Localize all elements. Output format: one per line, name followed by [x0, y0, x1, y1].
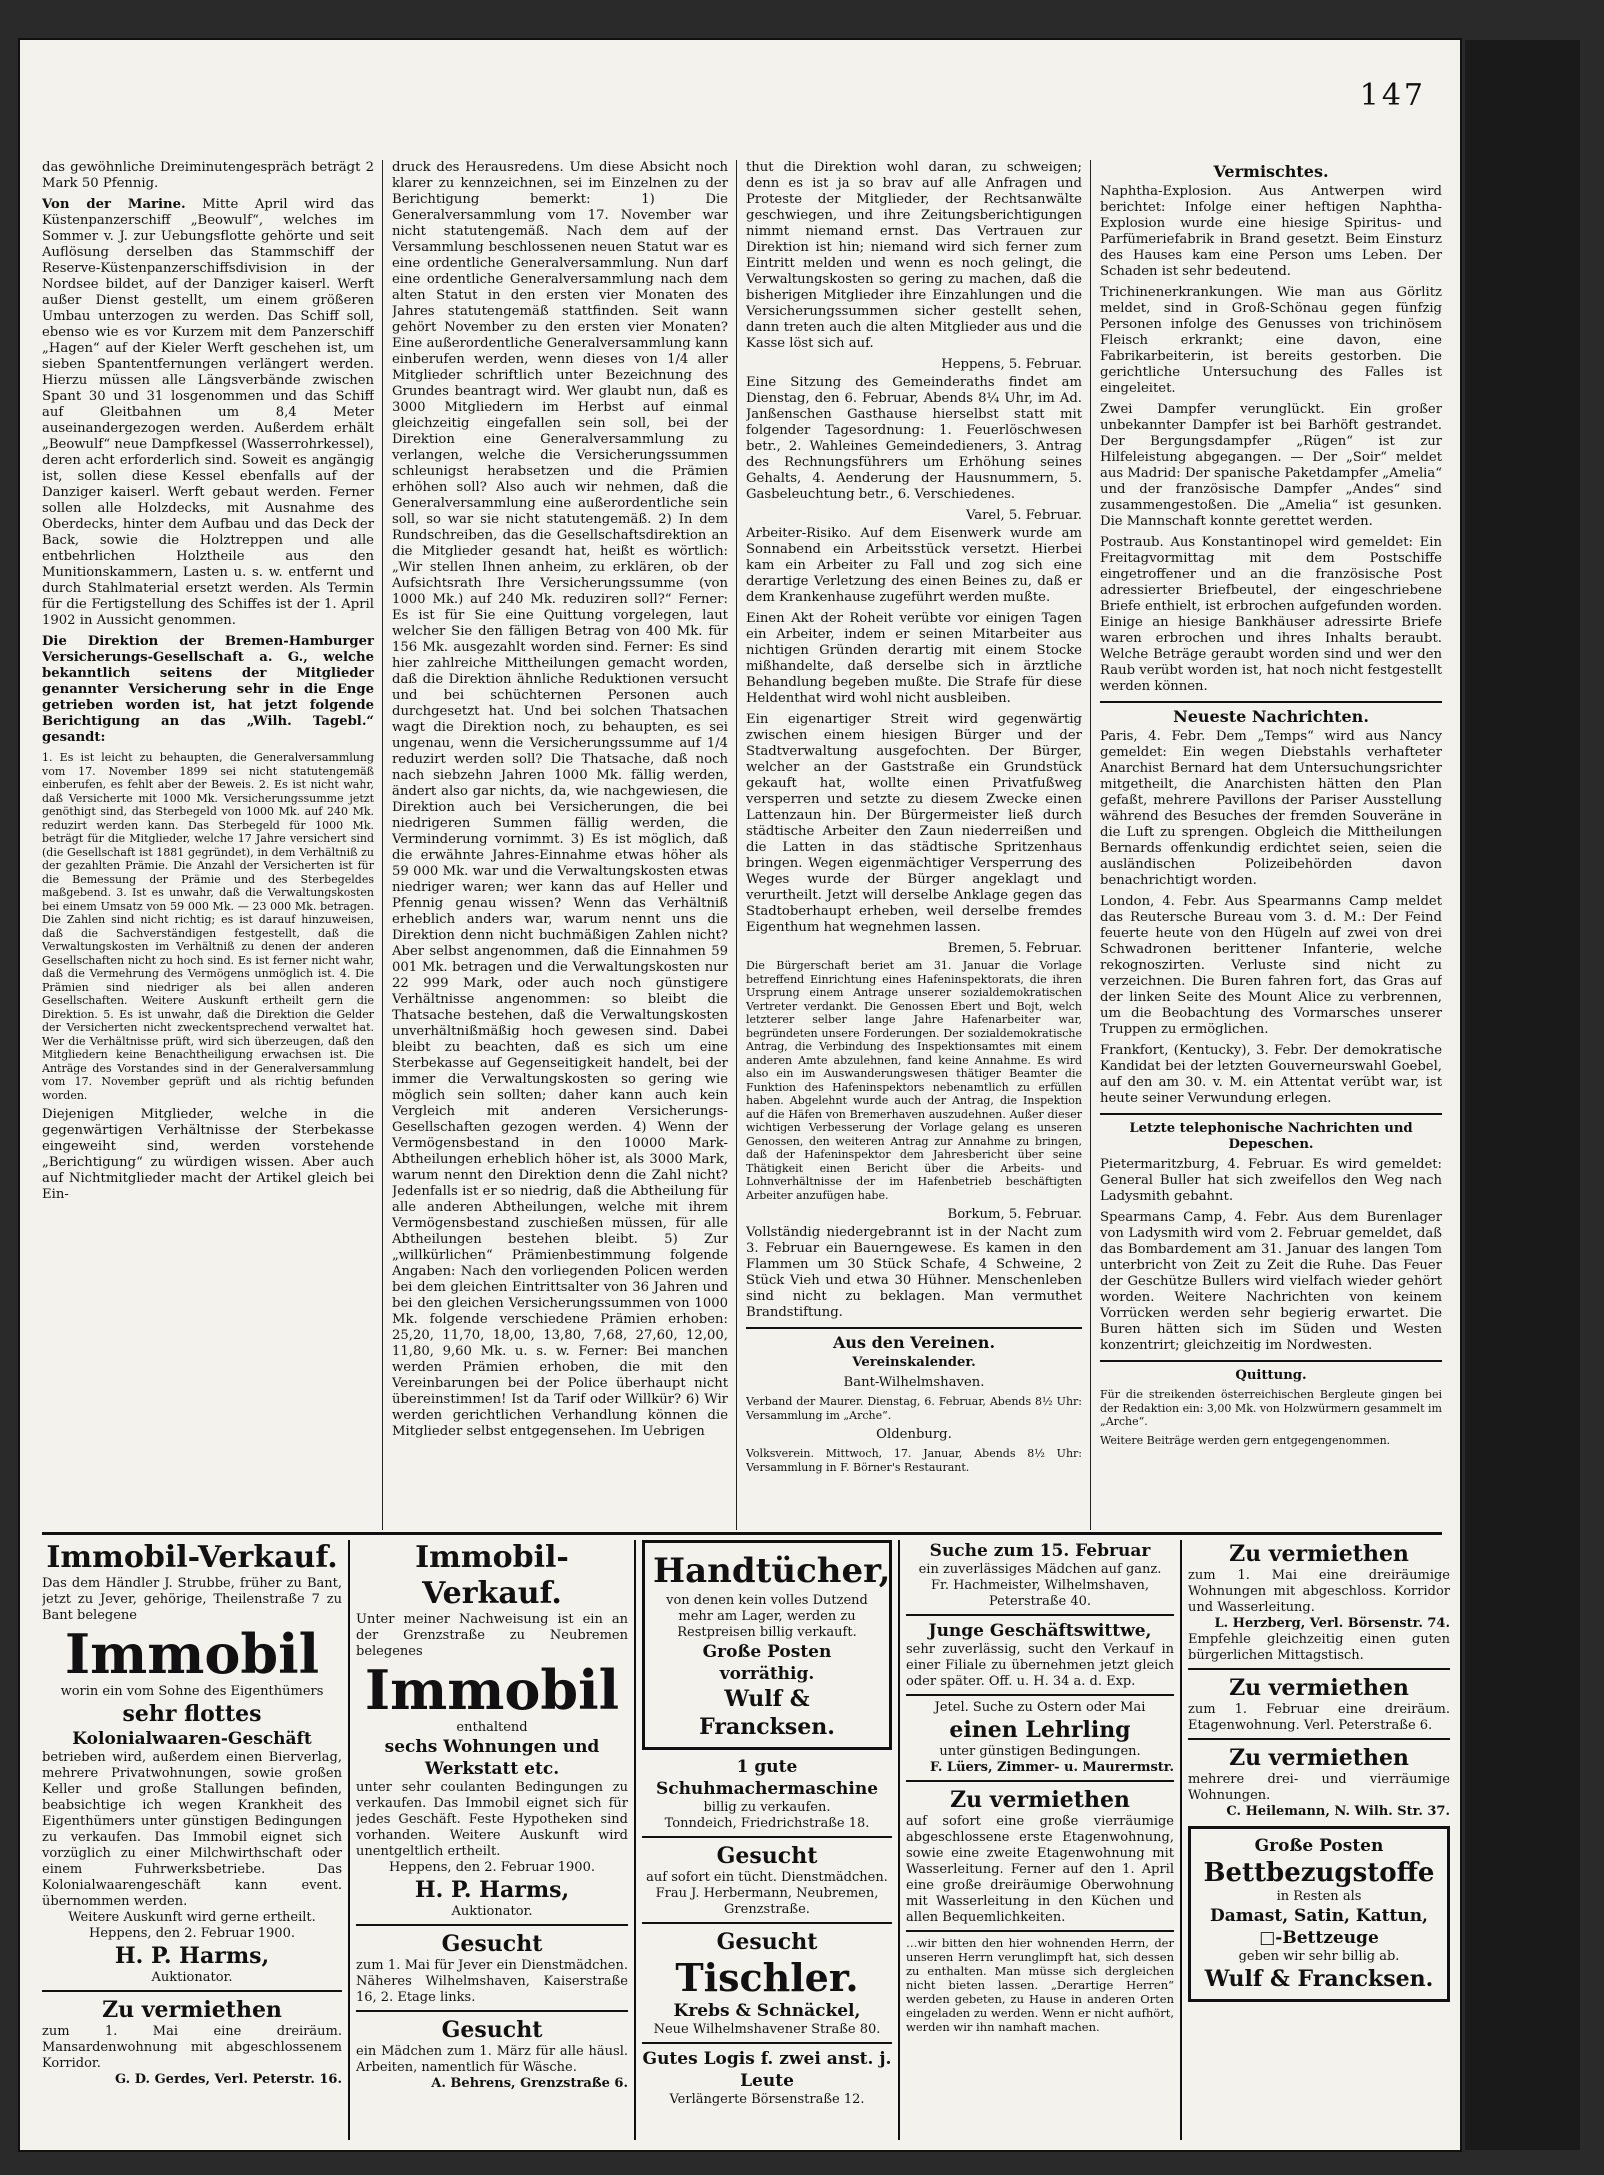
ad-text: von denen kein volles Dutzend mehr am Lager, werden zu Restpreisen billig verkauft. — [666, 1593, 868, 1640]
ad-rule — [642, 2042, 892, 2044]
ad-text: worin ein vom Sohne des Eigenthümers — [60, 1684, 324, 1699]
ad-divider — [348, 1540, 350, 2140]
ad-firm: Krebs & Schnäckel, — [673, 2001, 861, 2021]
section-rule — [1100, 701, 1442, 703]
subheading: Vereinskalender. — [852, 1355, 976, 1370]
ad-headline: Zu vermiethen — [1229, 1675, 1409, 1701]
ad-text: geben wir sehr billig ab. — [1238, 1949, 1400, 1964]
ad-headline: Suche zum 15. Februar — [929, 1541, 1151, 1561]
ad-signature: H. P. Harms, — [414, 1877, 570, 1903]
ad-signature: G. D. Gerdes, Verl. Peterstr. 16. — [115, 2072, 342, 2087]
ad-rule — [906, 1614, 1174, 1616]
ad-signature: A. Behrens, Grenzstraße 6. — [431, 2076, 628, 2091]
ad-text: in Resten als — [1276, 1889, 1362, 1904]
ad-text: ein Mädchen zum 1. März für alle häusl. Arbeiten, namentlich für Wäsche. — [356, 2044, 628, 2075]
place-label: Bant-Wilhelmshaven. — [843, 1375, 985, 1390]
ad-subheadline: □-Bettzeuge — [1259, 1928, 1379, 1948]
paragraph: Postraub. Aus Konstantinopel wird gemeldet: Ein Freitagvormittag mit dem Postschiffe eingetroffener und an die französische Post adressierter Briefbeutel, der eingeschriebene Briefe enthielt, ist erbrochen aufgefunden worden. Einige an hiesige Bankhäuser adressirte Briefe waren erbrochen und ihres Inhalts beraubt. Welche Beträge geraubt worden sind und wer den Raub verübt worden ist, hat noch nicht festgestellt werden können. — [1100, 535, 1442, 694]
advertisements — [42, 1540, 1460, 2140]
ad-text: unter sehr coulanten Bedingungen zu verkaufen. Das Immobil eignet sich für jedes Geschäft. Feste Hypotheken sind vorhanden. Weitere Auskunft wird unentgeltlich ertheilt. — [356, 1780, 628, 1859]
paragraph: Weitere Beiträge werden gern entgegengenommen. — [1100, 1433, 1391, 1447]
ad-headline: 1 gute Schuhmachermaschine — [655, 1757, 879, 1799]
ad-headline: Gesucht — [441, 1931, 543, 1957]
ad-headline: Gesucht — [441, 2017, 543, 2043]
ad-divider — [1180, 1540, 1182, 2140]
ad-text: zum 1. Mai für Jever ein Dienstmädchen. Näheres Wilhelmshaven, Kaiserstraße 16, 2. Etage links. — [356, 1958, 628, 2005]
dateline: Borkum, 5. Februar. — [947, 1207, 1082, 1222]
ad-text: auf sofort eine große vierräumige abgeschlossene erste Etagenwohnung, sowie eine zweite Etagenwohnung mit Wasserleitung. Ferner auf den 1. April eine große dreiräumige Oberwohnung mit Wasserleitung in den Küchen und allen Bequemlichkeiten. — [906, 1814, 1174, 1925]
heading-vermischtes: Vermischtes. — [1213, 162, 1329, 181]
ad-text: Empfehle gleichzeitig einen guten bürgerlichen Mittagstisch. — [1188, 1632, 1450, 1663]
ad-text: …wir bitten den hier wohnenden Herrn, der unseren Herrn verunglimpft hat, sich dessen zu enthalten. Man müsse sich dergleichen nicht bieten lassen. „Derartige Herren“ werden gebeten, zu Hause in anderen Orten eingeladen zu werden. Wenn er nicht aufhört, werden wir ihn namhaft machen. — [906, 1936, 1174, 2034]
ad-text: enthaltend — [456, 1720, 528, 1735]
heading-marine: Von der Marine. — [42, 197, 186, 212]
ad-rule — [356, 2010, 628, 2012]
column-3 — [746, 160, 1082, 1530]
paragraph: Pietermaritzburg, 4. Februar. Es wird gemeldet: General Buller hat sich zweifellos den Weg nach Ladysmith gebahnt. — [1100, 1157, 1442, 1204]
ad-subheadline: Kolonialwaaren-Geschäft — [72, 1729, 312, 1749]
ad-rule — [642, 1836, 892, 1838]
column-divider — [382, 160, 383, 1530]
article-insurance-reply: druck des Herausredens. Um diese Absicht noch klarer zu kennzeichnen, sei im Einzelnen zu der Berichtigung bemerkt: 1) Die Generalversammlung vom 17. November war nicht statutengemäß. Nach dem auf der Versammlung beschlossenen neuen Statut war es eine ordentliche Generalversammlung. Nun darf eine ordentliche Generalversammlung nach dem alten Statut in den ersten vier Monaten des Jahres statutengemäß stattfinden. Seit wann gehört November zu den ersten vier Monaten? Eine außerordentliche Generalversammlung kann einberufen werden, wenn dieses von 1/4 aller Mitglieder schriftlich unter Bezeichnung des Grundes beantragt wird. Wer glaubt nun, daß es 3000 Mitgliedern im Herbst auf einmal gleichzeitig eingefallen sein soll, bei der Direktion eine Generalversammlung zu verlangen, welche die Versicherungssummen schleunigst herabsetzen und die Prämien erhöhen soll? Also auch wir nehmen, daß die Generalversammlung eine außerordentliche sein soll, so war sie nicht statutengemäß. 2) In dem Rundschreiben, das die Gesellschaftsdirektion an die Mitglieder gesandt hat, heißt es wörtlich: „Wir stellen Ihnen anheim, zu erklären, ob der Aufsichtsrath Ihre Versicherungssumme (von 1000 Mk.) auf 240 Mk. reduziren soll?“ Ferner: Es ist für Sie eine Quittung vorgelegen, laut welcher Sie den fälligen Betrag von 400 Mk. für 156 Mk. ausgezahlt worden sind. Ferner: Es sind hier zahlreiche Mittheilungen gemacht worden, daß die Direktion ähnliche Reduktionen versucht und bei schüchternen Personen auch durchgesetzt hat. Und bei solchen Thatsachen wagt die Direktion noch, zu behaupten, es sei ungenau, wenn die Versicherungssumme auf 1/4 reduzirt werden soll? Die Thatsache, daß noch nach siebzehn Jahren 1000 Mk. fällig werden, ändert also gar nichts, da, wie nachgewiesen, die Direktion auch bei Versicherungen, die bei niedrigeren Summen fällig werden, die Verminderung vornimmt. 3) Es ist möglich, daß die erwähnte Jahres-Einnahme etwas höher als 59 000 Mk. war und die Verwaltungskosten etwas niedriger waren; wer kann das auf Heller und Pfennig genau wissen? Wenn das Verhältniß erheblich anders war, warum nennt uns die Direktion denn nicht buchmäßigen Zahlen nicht? Aber selbst angenommen, daß die Einnahmen 59 001 Mk. betragen und die Verwaltungskosten nur 22 999 Mark, oder auch noch günstigere Verhältnisse angenommen: so bleibt die Thatsache bestehen, daß die Verwaltungskosten unverhältnißmäßig hoch gewesen sind. Dabei bleibt zu beachten, daß es sich um eine Sterbekasse auf Gegenseitigkeit handelt, bei der immer die Verwaltungskosten so gering wie möglich sein sollten; daher kann auch kein Vergleich mit anderen Versicherungs-Gesellschaften gezogen werden. 4) Wenn der Vermögensbestand in den 10000 Mark-Abtheilungen erheblich höher ist, als 3000 Mark, warum nennt den Direktion denn die Zahl nicht? Jedenfalls ist er so niedrig, daß die Abtheilung für alle anderen Abtheilungen, welche mit ihrem Vermögensbestand zuschießen müssen, für alle Abtheilungen bestehen bleibt. 5) Zur „willkürlichen“ Prämienbestimmung folgende Angaben: Nach den vorliegenden Policen werden bei dem gleichen Eintrittsalter von 36 Jahren und bei den gleichen Versicherungssummen von 1000 Mk. folgende verschiedene Prämien erhoben: 25,20, 11,70, 18,00, 13,80, 7,68, 27,60, 12,00, 11,80, 9,60 Mk. u. s. w. Ferner: Bei manchen werden Prämien erhoben, die mit den Vereinbarungen bei der Police überhaupt nicht übereinstimmen! Ist da Tarif oder Willkür? 6) Wir werden gerichtlichen Verhandlung können die Mitglieder selbst entgegensehen. Im Uebrigen — [392, 160, 728, 1439]
paragraph: Arbeiter-Risiko. Auf dem Eisenwerk wurde am Sonnabend ein Arbeitsstück versetzt. Hierbei kam ein Arbeiter zu Fall und zog sich eine derartige Verletzung des einen Beines zu, daß er dem Krankenhause zugeführt werden mußte. — [746, 526, 1082, 605]
ad-text: unter günstigen Bedingungen. — [939, 1744, 1141, 1759]
paragraph: Vollständig niedergebrannt ist in der Nacht zum 3. Februar ein Bauerngewese. Es kamen in den Flammen um 30 Stück Schafe, 4 Schweine, 2 Stück Vieh und etwa 30 Hühner. Menschenleben sind nicht zu beklagen. Man vermuthet Brandstiftung. — [746, 1225, 1082, 1320]
paragraph: das gewöhnliche Dreiminutengespräch beträgt 2 Mark 50 Pfennig. — [42, 160, 374, 191]
ad-rule — [906, 1780, 1174, 1782]
page-edge-shadow — [1465, 40, 1580, 2150]
newspaper-page — [20, 40, 1460, 2150]
article-marine: Mitte April wird das Küstenpanzerschiff „Beowulf“, welches im Sommer v. J. zur Uebungsflotte gehörte und seit Auflösung derselben das Stammschiff der Reserve-Küstenpanzerschiffsdivision in der Nordsee bildet, auf der Danziger kaiserl. Werft außer Dienst gestellt, um einem größeren Umbau unterzogen zu werden. Das Schiff soll, ebenso wie es vor Kurzem mit dem Panzerschiff „Hagen“ auf der Kieler Werft geschehen ist, um sieben Spantentfernungen verlängert werden. Hierzu müssen alle Längsverbände zwischen Spant 30 und 31 losgenommen und das Schiff auf Gleitbahnen um 8,4 Meter auseinandergezogen werden. Außerdem erhält „Beowulf“ neue Dampfkessel (Wasserrohrkessel), deren acht erforderlich sind. Soweit es angängig ist, sollen diese Kessel ebenfalls auf der Danziger kaiserl. Werft gebaut werden. Ferner sollen alle Holzdecks, mit Ausnahme des Oberdecks, hinter dem Aufbau und das Deck der Back, sowie die Holztreppen und alle entbehrlichen Holztheile aus den Munitionskammern, Lasten u. s. w. entfernt und durch Stahlmaterial ersetzt werden. Als Termin für die Fertigstellung des Schiffes ist der 1. April 1902 in Aussicht genommen. — [42, 197, 374, 628]
ad-text: Frau J. Herbermann, Neubremen, Grenzstraße. — [655, 1886, 879, 1917]
ad-text: Unter meiner Nachweisung ist ein an der Grenzstraße zu Neubremen belegenes — [356, 1612, 628, 1659]
ad-text: Heppens, den 2. Februar 1900. — [89, 1926, 295, 1941]
ad-text: Heppens, den 2. Februar 1900. — [389, 1860, 595, 1875]
ad-box — [642, 1540, 892, 1750]
ad-subheadline: Damast, Satin, Kattun, — [1210, 1906, 1428, 1926]
column-1 — [42, 160, 374, 1530]
ad-firm: Wulf & Francksen. — [1204, 1966, 1434, 1992]
article-columns — [42, 160, 1460, 1530]
paragraph: Zwei Dampfer verunglückt. Ein großer unbekannter Dampfer ist bei Barhöft gestrandet. Der Bergungsdampfer „Rügen“ ist zur Hilfeleistung abgegangen. — Der „Soir“ meldet aus Madrid: Der spanische Paketdampfer „Amelia“ und der französische Dampfer „Andes“ sind zusammengestoßen. Die „Amelia“ ist gesunken. Die Mannschaft konnte gerettet werden. — [1100, 402, 1442, 529]
ad-small-notices — [906, 1540, 1174, 2140]
ad-headline: Immobil — [364, 1658, 620, 1722]
column-divider — [1090, 160, 1091, 1530]
ad-rule — [1188, 1668, 1450, 1670]
ad-rule — [906, 1930, 1174, 1932]
ad-divider — [898, 1540, 900, 2140]
ad-text: Fr. Hachmeister, Wilhelmshaven, Peterstraße 40. — [931, 1578, 1149, 1609]
ad-headline: Zu vermiethen — [950, 1787, 1130, 1813]
ad-headline: Bettbezugstoffe — [1203, 1858, 1435, 1888]
ad-rule — [906, 1694, 1174, 1696]
paragraph: Volksverein. Mittwoch, 17. Januar, Abends 8½ Uhr: Versammlung in F. Börner's Restaurant. — [746, 1447, 1082, 1474]
ad-text: Weitere Auskunft wird gerne ertheilt. — [68, 1910, 316, 1925]
paragraph: Für die streikenden österreichischen Bergleute gingen bei der Redaktion ein: 3,00 Mk. von Holzwürmern gesammelt im „Arche“. — [1100, 1388, 1442, 1428]
heading-vereine: Aus den Vereinen. — [832, 1333, 996, 1352]
paragraph: Frankfort, (Kentucky), 3. Febr. Der demokratische Kandidat bei der letzten Gouverneurswahl Goebel, auf den am 30. v. M. ein Attentat verübt war, ist heute seiner Verwundung erlegen. — [1100, 1043, 1442, 1106]
ad-text: mehrere drei- und vierräumige Wohnungen. — [1188, 1772, 1450, 1803]
ad-title: Immobil-Verkauf. — [46, 1540, 338, 1575]
ad-text: Auktionator. — [151, 1970, 233, 1985]
paragraph — [42, 197, 374, 629]
paragraph: Verband der Maurer. Dienstag, 6. Februar, Abends 8½ Uhr: Versammlung im „Arche“. — [746, 1395, 1082, 1422]
ad-text: ein zuverlässiges Mädchen auf ganz. — [918, 1562, 1162, 1577]
ad-text: billig zu verkaufen. — [703, 1800, 831, 1815]
ad-headline: Zu vermiethen — [1229, 1541, 1409, 1567]
dateline: Varel, 5. Februar. — [965, 508, 1082, 523]
article-insurance-body: 1. Es ist leicht zu behaupten, die Generalversammlung vom 17. November 1899 sei nicht statutengemäß einberufen, es fehlt aber der Beweis. 2. Es ist nicht wahr, daß Versicherte mit 1000 Mk. Versicherungssumme jetzt genöthigt sind, das Sterbegeld von 1000 Mk. auf 240 Mk. reduzirt werden kann. Das Sterbegeld für 1000 Mk. beträgt für die Mitglieder, welche 17 Jahre versichert sind (die Gesellschaft ist 1881 gegründet), in dem Verhältniß zu der gezahlten Prämie. Die Anzahl der Versicherten ist für die Bemessung der Prämie und des Sterbegeldes maßgebend. 3. Ist es unwahr, daß die Verwaltungskosten bei einem Umsatz von 59 000 Mk. — 23 000 Mk. betragen. Die Zahlen sind nicht richtig; es ist darauf hinzuweisen, daß die Sachverständigen festgestellt, daß die Verwaltungskosten im Verhältniß zu denen der anderen Gesellschaften nicht zu hoch sind. Es ist ferner nicht wahr, daß die Vermehrung des Vermögens unmöglich ist. 4. Die Prämien sind niedriger als bei allen anderen Gesellschaften. Weitere Auskunft ertheilt gern die Direktion. 5. Es ist unwahr, daß die Direktion die Gelder der Versicherten nicht zweckentsprechend verwaltet hat. Wer die Verhältnisse prüft, wird sich überzeugen, daß den Mitgliedern keine Benachtheiligung erwachsen ist. Die Anträge des Vorstandes sind in der Generalversammlung vom 17. November geprüft und als richtig befunden worden. — [42, 751, 374, 1102]
paragraph: Diejenigen Mitglieder, welche in die gegenwärtigen Verhältnisse der Sterbekasse eingeweiht sind, werden vorstehende „Berichtigung“ zu würdigen wissen. Aber auch auf Nichtmitglieder macht der Artikel gleich bei Ein- — [42, 1107, 374, 1202]
dateline: Heppens, 5. Februar. — [941, 357, 1082, 372]
paragraph: Naphtha-Explosion. Aus Antwerpen wird berichtet: Infolge einer heftigen Naphtha-Explosion wurde eine hiesige Spiritus- und Parfümeriefabrik in Brand gesetzt. Beim Einsturz des Hauses kam eine Person ums Leben. Der Schaden ist sehr bedeutend. — [1100, 184, 1442, 279]
page-number: 147 — [1359, 78, 1426, 113]
ad-rule — [1188, 1738, 1450, 1740]
article-insurance-intro: Die Direktion der Bremen-Hamburger Versicherungs-Gesellschaft a. G., welche bekanntlich seitens der Mitglieder genannter Versicherung sehr in die Enge getrieben worden ist, hat jetzt folgende Berichtigung an das „Wilh. Tagebl.“ gesandt: — [42, 634, 374, 745]
ad-text: auf sofort ein tücht. Dienstmädchen. — [646, 1870, 888, 1885]
ads-divider — [42, 1532, 1442, 1535]
ad-text: zum 1. Februar eine dreiräum. Etagenwohnung. Verl. Peterstraße 6. — [1188, 1702, 1450, 1733]
ad-signature: C. Heilemann, N. Wilh. Str. 37. — [1226, 1804, 1450, 1819]
section-rule — [746, 1327, 1082, 1329]
column-4 — [1100, 160, 1442, 1530]
ad-subheadline: Große Posten — [1254, 1836, 1384, 1856]
ad-signature: F. Lüers, Zimmer- u. Maurermstr. — [929, 1760, 1174, 1775]
ad-headline: Zu vermiethen — [102, 1997, 282, 2023]
ad-subheadline: Werkstatt etc. — [424, 1759, 560, 1779]
ad-rule — [356, 1924, 628, 1926]
ad-headline: Gesucht — [716, 1843, 818, 1869]
ad-title: Immobil-Verkauf. — [415, 1540, 569, 1611]
ad-text: zum 1. Mai eine dreiräumige Wohnungen mit abgeschloss. Korridor und Wasserleitung. — [1188, 1568, 1450, 1615]
ad-firm: Wulf & Francksen. — [699, 1686, 835, 1740]
column-divider — [736, 160, 737, 1530]
ad-text: betrieben wird, außerdem einen Bierverlag, mehrere Privatwohnungen, sowie großen Keller und große Stallungen befinden, beabsichtige ich wegen Krankheit des Eigenthümers unter günstigen Bedingungen zu verkaufen. Das Immobil eignet sich vorzüglich zu einer Milchwirthschaft oder einem Fuhrwerksbetriebe. Das Kolonialwaarengeschäft kann event. übernommen werden. — [42, 1750, 342, 1909]
paragraph: Paris, 4. Febr. Dem „Temps“ wird aus Nancy gemeldet: Ein wegen Diebstahls verhafteter Anarchist Bernard hat dem Untersuchungsrichter mitgetheilt, die Anarchisten hätten den Plan gefaßt, mehrere Pavillons der Pariser Ausstellung während des Besuches der fremden Souveräne in die Luft zu sprengen. Obgleich die Mittheilungen Bernards offenkundig erdichtet seien, seien die ausländischen Polizeibehörden davon benachrichtigt worden. — [1100, 729, 1442, 888]
ad-text: Tonndeich, Friedrichstraße 18. — [664, 1816, 870, 1831]
ad-text: zum 1. Mai eine dreiräum. Mansardenwohnung mit abgeschlossenem Korridor. — [42, 2024, 342, 2071]
ad-text: Auktionator. — [451, 1904, 533, 1919]
paragraph: Die Bürgerschaft beriet am 31. Januar die Vorlage betreffend Einrichtung eines Hafeninspektorats, die ihren Ursprung einem Antrage unserer sozialdemokratischen Vertreter verdankt. Die Genossen Ebert und Bojt, welch letzterer selber lange Jahre Hafenarbeiter war, begründeten unsere Forderungen. Der sozialdemokratische Antrag, die Verbindung des Inspektionsamtes mit einem anderen Amte abzulehnen, fand keine Annahme. Es wird also ein im Auswanderungswesen thätiger Beamter die Funktion des Hafeninspektors nebenamtlich zu erfüllen haben. Abgelehnt wurde auch der Antrag, die Inspektion auf die Häfen von Bremerhaven auszudehnen. Außer dieser wichtigen Verbesserung der Vorlage gelang es unseren Genossen, den weiteren Antrag zur Annahme zu bringen, daß der Hafeninspektor dem Jahresbericht über seine Thätigkeit einen Bericht über die Arbeits- und Lohnverhältnisse der im Hafenbetrieb beschäftigten Arbeiter anzufügen habe. — [746, 959, 1082, 1202]
paragraph: Trichinenerkrankungen. Wie man aus Görlitz meldet, sind in Groß-Schönau gegen fünfzig Personen infolge des Genusses von trichinösem Fleisch erkrankt; eine davon, eine Fabrikarbeiterin, ist bereits gestorben. Die gerichtliche Untersuchung des Falles ist eingeleitet. — [1100, 285, 1442, 396]
paragraph: Ein eigenartiger Streit wird gegenwärtig zwischen einem hiesigen Bürger und der Stadtverwaltung ausgefochten. Der Bürger, welcher an der Gaststraße ein Grundstück gekauft hat, wollte einen Privatfußweg versperren und setzte zu diesem Zwecke einen Lattenzaun hin. Der Bürgermeister ließ durch städtische Arbeiter den Zaun niederreißen und die Latten in das städtische Spritzenhaus bringen. Wegen eigenmächtiger Versperrung des Weges wurde der Bürger angeklagt und verurtheilt. Jetzt will derselbe Anklage gegen das Stadtoberhaupt erheben, weil derselbe fremdes Eigenthum hat wegnehmen lassen. — [746, 712, 1082, 935]
ad-rule — [42, 1990, 342, 1992]
section-rule — [1100, 1113, 1442, 1115]
ad-signature: H. P. Harms, — [114, 1943, 270, 1969]
column-2 — [392, 160, 728, 1530]
heading-quittung: Quittung. — [1235, 1368, 1307, 1383]
section-rule — [1100, 1360, 1442, 1362]
dateline: Bremen, 5. Februar. — [947, 941, 1082, 956]
heading-depeschen: Letzte telephonische Nachrichten und Depeschen. — [1129, 1121, 1413, 1152]
ad-text: Jetel. Suche zu Ostern oder Mai — [934, 1700, 1146, 1715]
ad-headline: Junge Geschäftswittwe, — [928, 1621, 1152, 1641]
ad-text: sehr zuverlässig, sucht den Verkauf in einer Filiale zu übernehmen jetzt gleich oder später. Off. u. H. 34 a. d. Exp. — [906, 1642, 1174, 1689]
ad-text: Das dem Händler J. Strubbe, früher zu Bant, jetzt zu Jever, gehörige, Theilenstraße 7 zu Bant belegene — [42, 1576, 342, 1623]
ad-box-bettbezug — [1188, 1826, 1450, 2002]
ad-headline: Tischler. — [675, 1955, 859, 2000]
ad-headline: einen Lehrling — [949, 1717, 1131, 1743]
ad-rule — [642, 1922, 892, 1924]
ad-immobil-verkauf-1 — [42, 1540, 342, 2140]
place-label: Oldenburg. — [876, 1427, 952, 1442]
paragraph: Eine Sitzung des Gemeinderaths findet am Dienstag, den 6. Februar, Abends 8¼ Uhr, im Ad. Janßenschen Gasthause hierselbst statt mit folgender Tagesordnung: 1. Feuerlöschwesen betr., 2. Wahleines Gemeindedieners, 3. Antrag des Rechnungsführers um Erhöhung seines Gehalts, 4. Aenderung der Hausnummern, 5. Gasbeleuchtung betr., 6. Verschiedenes. — [746, 375, 1082, 502]
paragraph: thut die Direktion wohl daran, zu schweigen; denn es ist ja so brav auf alle Anfragen und Proteste der Mitglieder, der Rechtsanwälte geschwiegen, und ihre Zeitungsberichtigungen nimmt niemand ernst. Das Vertrauen zur Direktion ist hin; niemand wird sich ferner zum Eintritt melden und wenn es noch gelingt, die Verwaltungskosten so gering zu machen, daß die bisherigen Mitglieder ihre Einzahlungen und die Versicherungssummen sicher gestellt sehen, dann treten auch die alten Mitglieder aus und die Kasse löst sich auf. — [746, 160, 1082, 351]
ad-headline: Immobil — [64, 1622, 320, 1686]
ad-headline: Gutes Logis f. zwei anst. j. Leute — [642, 2049, 892, 2091]
ad-subheadline: sechs Wohnungen und — [384, 1737, 600, 1757]
ad-immobil-verkauf-2 — [356, 1540, 628, 2140]
ad-handtuecher — [642, 1540, 892, 2140]
heading-neueste: Neueste Nachrichten. — [1173, 707, 1369, 726]
paragraph: Einen Akt der Roheit verübte vor einigen Tagen ein Arbeiter, indem er seinen Mitarbeiter aus nichtigen Gründen derartig mit einem Stocke mißhandelte, daß derselbe sich in ärztliche Behandlung begeben mußte. Die Strafe für diese Heldenthat wird wohl nicht ausbleiben. — [746, 611, 1082, 706]
ad-signature: L. Herzberg, Verl. Börsenstr. 74. — [1214, 1616, 1450, 1631]
paragraph: London, 4. Febr. Aus Spearmanns Camp meldet das Reutersche Bureau vom 3. d. M.: Der Feind feuerte heute von den Hügeln auf zwei von drei Schwadronen berittener Infanterie, welche rekognoszirten. Verluste sind nicht zu verzeichnen. Die Buren fahren fort, das Gras auf der linken Seite des Mount Alice zu verbrennen, um die Beobachtung des Vormarsches unserer Truppen zu ermöglichen. — [1100, 894, 1442, 1037]
ad-headline: Zu vermiethen — [1229, 1745, 1409, 1771]
ad-text: Neue Wilhelmshavener Straße 80. — [653, 2022, 881, 2037]
ad-text: Verlängerte Börsenstraße 12. — [669, 2092, 865, 2107]
ad-divider — [634, 1540, 636, 2140]
paragraph: Spearmans Camp, 4. Febr. Aus dem Burenlager von Ladysmith wird vom 2. Februar gemeldet, daß das Bombardement am 31. Januar des langen Tom unterbricht von Zeit zu Zeit die Ruhe. Das Feuer der Geschütze Bullers wird vielfach wieder gehört worden. Weitere Nachrichten von keinem Vorrücken werden sehr begierig erwartet. Die Buren hätten sich im Süden und Westen konzentrirt; gleichzeitig im Nordwesten. — [1100, 1210, 1442, 1353]
ad-vermiethen — [1188, 1540, 1450, 2140]
ad-subheadline: sehr flottes — [122, 1701, 262, 1727]
ad-headline: Gesucht — [716, 1929, 818, 1955]
ad-subheadline: Große Posten vorräthig. — [702, 1642, 832, 1684]
ad-headline: Handtücher, — [653, 1551, 891, 1591]
